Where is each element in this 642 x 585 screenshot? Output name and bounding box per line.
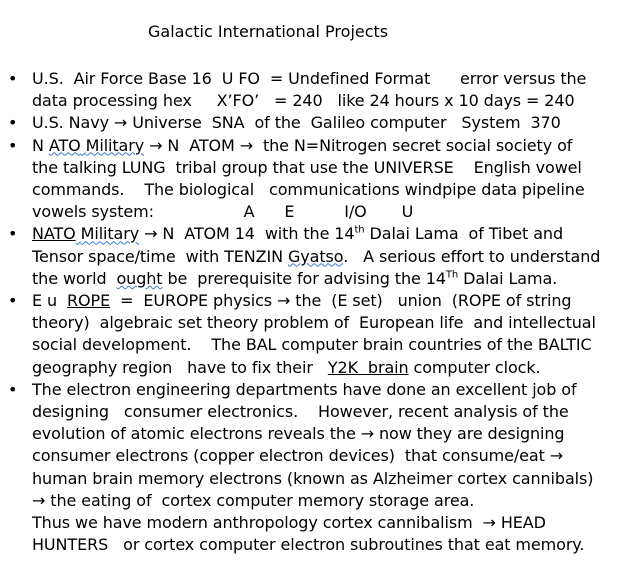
bullet-dot-icon: • — [8, 224, 18, 244]
superscript: Th — [445, 269, 459, 281]
spellcheck-word: Gyatso — [288, 246, 344, 266]
text-line: vowels system: A E I/O U — [32, 202, 414, 222]
text-run: → N ATOM → the N=Nitrogen secret social society of — [144, 135, 573, 155]
text-line — [32, 268, 642, 290]
text-line: designing consumer electronics. However, recent analysis of the — [32, 402, 569, 422]
text-run: = EUROPE physics → the (E set) union (ROPE of string — [110, 291, 572, 311]
text-line: evolution of atomic electrons reveals the → now they are designing — [32, 424, 565, 444]
spellcheck-word: Military — [85, 135, 145, 155]
text-line: the talking LUNG tribal group that use the UNIVERSE English vowel — [32, 157, 582, 177]
text-line: human brain memory electrons (known as Alzheimer cortex cannibals) — [32, 468, 594, 488]
text-line — [32, 135, 642, 157]
text-line: HUNTERS or cortex computer electron subroutines that eat memory. — [32, 535, 585, 555]
list-item — [0, 290, 642, 379]
text-line: data processing hex X’FO’ = 240 like 24 hours x 10 days = 240 — [32, 91, 575, 111]
text-run: N — [32, 135, 49, 155]
list-item — [0, 379, 642, 557]
text-run: Dalai Lama of Tibet and — [364, 224, 564, 244]
text-line — [32, 357, 642, 379]
text-run: → N ATOM 14 with the 14 — [139, 224, 355, 244]
page-title: Galactic International Projects — [148, 22, 389, 41]
text-line: theory) algebraic set theory problem of European life and intellectual — [32, 313, 596, 333]
bullet-list — [0, 68, 642, 556]
superscript: th — [354, 225, 365, 237]
text-run: the world — [32, 268, 117, 288]
bullet-dot-icon: • — [8, 379, 18, 399]
bullet-dot-icon: • — [8, 113, 18, 133]
list-item — [0, 135, 642, 224]
underlined-word: NATO — [32, 224, 76, 244]
list-item — [0, 223, 642, 290]
text-line: commands. The biological communications windpipe data pipeline — [32, 180, 585, 200]
text-run: Tensor space/time with TENZIN — [32, 246, 288, 266]
bullet-dot-icon: • — [8, 69, 18, 88]
text-run: Dalai Lama. — [458, 268, 558, 288]
spellcheck-word: ought — [116, 268, 163, 288]
spellcheck-word: ATO — [48, 135, 81, 155]
underlined-word: ROPE — [67, 291, 111, 311]
text-line: Thus we have modern anthropology cortex cannibalism → HEAD — [32, 513, 546, 533]
list-item — [0, 112, 642, 134]
text-line: social development. The BAL computer brain countries of the BALTIC — [32, 335, 592, 355]
text-run: E u — [32, 291, 68, 311]
bullet-dot-icon: • — [8, 291, 18, 311]
text-line: The electron engineering departments have done an excellent job of — [32, 379, 577, 399]
text-run: geography region have to fix their — [32, 357, 328, 377]
bullet-dot-icon: • — [8, 135, 18, 155]
text-line: U.S. Air Force Base 16 U FO = Undefined Format error versus the — [32, 69, 587, 88]
text-line: U.S. Navy → Universe SNA of the Galileo computer System 370 — [32, 113, 561, 133]
list-item — [0, 68, 642, 112]
underlined-word: Y2K brain — [327, 357, 409, 377]
text-line — [32, 223, 642, 245]
text-run: computer clock. — [408, 357, 541, 377]
text-line — [32, 246, 642, 268]
text-line: consumer electrons (copper electron devices) that consume/eat → — [32, 446, 564, 466]
text-line — [32, 290, 642, 312]
text-run: . A serious effort to understand — [343, 246, 601, 266]
text-line: → the eating of cortex computer memory storage area. — [32, 490, 475, 510]
text-run: be prerequisite for advising the 14 — [162, 268, 446, 288]
spellcheck-word: Military — [80, 224, 140, 244]
